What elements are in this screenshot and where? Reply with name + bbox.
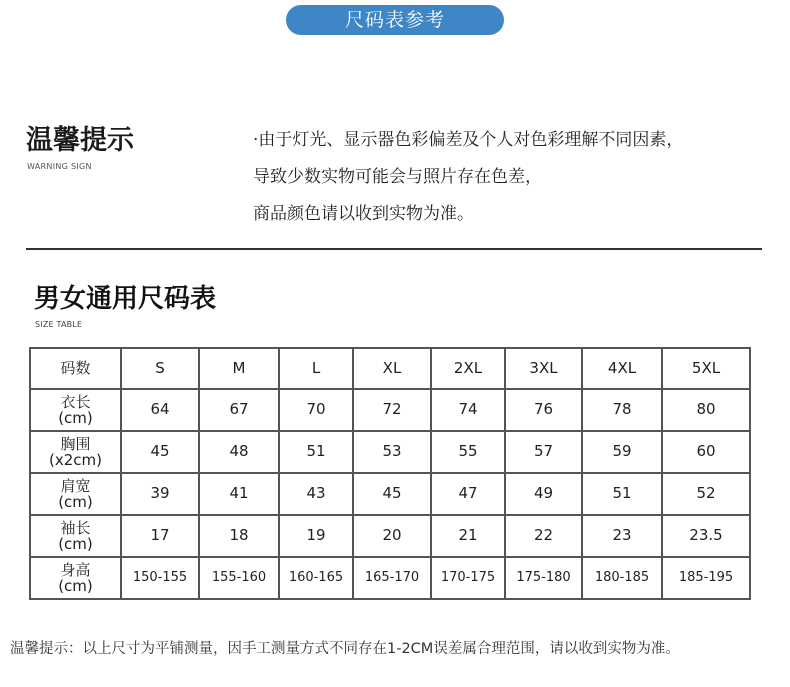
- row-label: 胸围 (x2cm): [30, 431, 121, 473]
- header-cell: 3XL: [505, 348, 582, 389]
- row-label: 肩宽 (cm): [30, 473, 121, 515]
- header-cell: XL: [353, 348, 431, 389]
- table-cell: 80: [662, 389, 750, 431]
- table-cell: 51: [582, 473, 662, 515]
- table-cell: 57: [505, 431, 582, 473]
- title-banner: 尺码表参考: [286, 5, 504, 35]
- table-cell: 23: [582, 515, 662, 557]
- table-cell: 180-185: [582, 557, 662, 599]
- table-header-row: [30, 348, 750, 389]
- table-cell: 72: [353, 389, 431, 431]
- size-table-subtitle: SIZE TABLE: [35, 320, 83, 329]
- header-cell: L: [279, 348, 353, 389]
- row-label: 衣长 (cm): [30, 389, 121, 431]
- table-row: [30, 557, 750, 599]
- header-cell: M: [199, 348, 279, 389]
- header-cell: 2XL: [431, 348, 505, 389]
- table-cell: 49: [505, 473, 582, 515]
- table-cell: 20: [353, 515, 431, 557]
- table-cell: 76: [505, 389, 582, 431]
- header-cell: S: [121, 348, 199, 389]
- table-cell: 185-195: [662, 557, 750, 599]
- notice-line: ·由于灯光、显示器色彩偏差及个人对色彩理解不同因素，: [253, 130, 684, 150]
- table-cell: 53: [353, 431, 431, 473]
- footer-note: 温馨提示：以上尺寸为平铺测量，因手工测量方式不同存在1-2CM误差属合理范围，请以收到实物为准。: [10, 641, 680, 657]
- size-table-title: 男女通用尺码表: [34, 284, 217, 314]
- notice-line: 导致少数实物可能会与照片存在色差，: [253, 167, 542, 187]
- table-cell: 60: [662, 431, 750, 473]
- header-cell: 4XL: [582, 348, 662, 389]
- table-cell: 21: [431, 515, 505, 557]
- row-label: 身高 (cm): [30, 557, 121, 599]
- notice-line: 商品颜色请以收到实物为准。: [253, 204, 474, 224]
- section-divider: [26, 248, 762, 250]
- table-cell: 47: [431, 473, 505, 515]
- table-cell: 39: [121, 473, 199, 515]
- table-cell: 67: [199, 389, 279, 431]
- table-cell: 51: [279, 431, 353, 473]
- table-cell: 23.5: [662, 515, 750, 557]
- table-cell: 19: [279, 515, 353, 557]
- table-cell: 59: [582, 431, 662, 473]
- table-cell: 175-180: [505, 557, 582, 599]
- table-cell: 160-165: [279, 557, 353, 599]
- table-cell: 78: [582, 389, 662, 431]
- table-cell: 18: [199, 515, 279, 557]
- table-cell: 150-155: [121, 557, 199, 599]
- table-cell: 41: [199, 473, 279, 515]
- table-cell: 70: [279, 389, 353, 431]
- table-cell: 48: [199, 431, 279, 473]
- table-row: [30, 389, 750, 431]
- table-cell: 155-160: [199, 557, 279, 599]
- table-cell: 170-175: [431, 557, 505, 599]
- table-cell: 22: [505, 515, 582, 557]
- header-cell: 码数: [30, 348, 121, 389]
- table-row: [30, 473, 750, 515]
- table-cell: 45: [353, 473, 431, 515]
- row-label: 袖长 (cm): [30, 515, 121, 557]
- table-cell: 43: [279, 473, 353, 515]
- size-table: [29, 347, 751, 600]
- table-cell: 55: [431, 431, 505, 473]
- table-row: [30, 431, 750, 473]
- notice-text: [253, 122, 783, 233]
- header-cell: 5XL: [662, 348, 750, 389]
- table-cell: 45: [121, 431, 199, 473]
- table-row: [30, 515, 750, 557]
- table-cell: 165-170: [353, 557, 431, 599]
- table-cell: 64: [121, 389, 199, 431]
- table-cell: 52: [662, 473, 750, 515]
- notice-subtitle: WARNING SIGN: [27, 162, 92, 171]
- notice-title: 温馨提示: [26, 125, 134, 156]
- table-cell: 17: [121, 515, 199, 557]
- table-cell: 74: [431, 389, 505, 431]
